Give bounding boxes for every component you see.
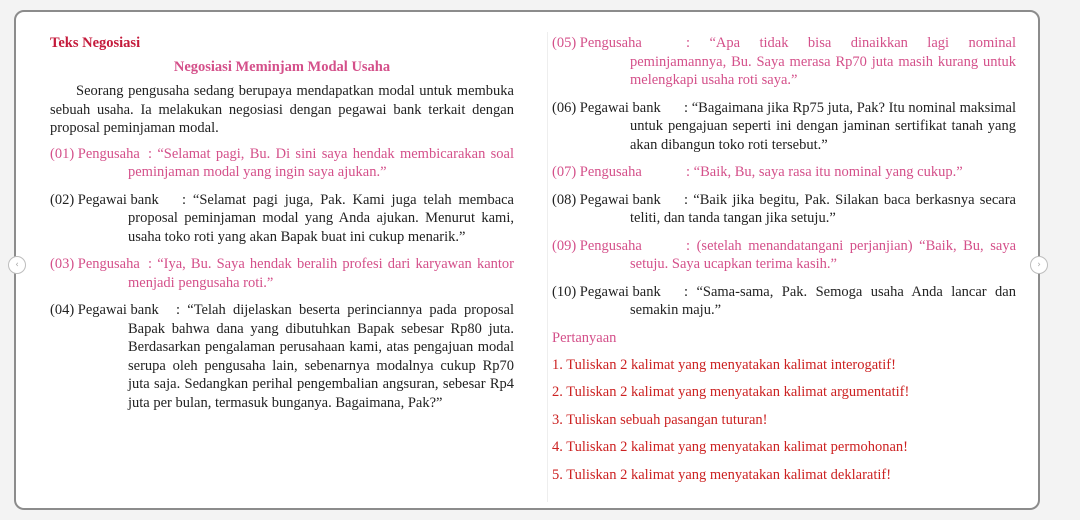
chevron-left-icon: ‹ <box>15 260 19 270</box>
separator: : <box>148 145 153 162</box>
utterance: “Iya, Bu. Saya hendak beralih profesi dari karyawan kantor menjadi pengusaha roti.” <box>128 256 514 291</box>
dialogue-turn-06 <box>552 99 1016 155</box>
dialogue-turn-01 <box>50 145 514 182</box>
speaker-label: (04) Pegawai bank <box>50 302 159 318</box>
separator: : <box>176 302 181 318</box>
separator: : <box>686 164 691 180</box>
speaker-label: (05) Pengusaha <box>552 35 642 51</box>
intro-paragraph: Seorang pengusaha sedang berupaya mendapatkan modal untuk membuka sebuah usaha. Ia melakukan negosiasi dengan pegawai bank terkait dengan proposal peminjaman modal. <box>50 83 514 136</box>
speaker-label: (02) Pegawai bank <box>50 191 159 208</box>
dialogue-turn-04 <box>50 301 514 412</box>
dialogue-turn-09 <box>552 237 1016 274</box>
question-item: 3. Tuliskan sebuah pasangan tuturan! <box>552 411 768 428</box>
question-item: 5. Tuliskan 2 kalimat yang menyatakan kalimat deklaratif! <box>552 466 892 483</box>
separator: : <box>182 191 187 208</box>
question-item: 2. Tuliskan 2 kalimat yang menyatakan kalimat argumentatif! <box>552 384 910 400</box>
document-subtitle: Negosiasi Meminjam Modal Usaha <box>173 59 391 75</box>
dialogue-turn-05 <box>552 34 1016 90</box>
speaker-label: (03) Pengusaha <box>50 256 140 272</box>
page-title: Teks Negosiasi <box>50 35 141 51</box>
dialogue-turn-08 <box>552 191 1016 228</box>
separator: : <box>684 191 689 208</box>
speaker-label: (01) Pengusaha <box>50 145 140 162</box>
dialogue-turn-03 <box>50 255 514 292</box>
speaker-label: (10) Pegawai bank <box>552 283 661 300</box>
question-item: 4. Tuliskan 2 kalimat yang menyatakan kalimat permohonan! <box>552 439 908 455</box>
speaker-label: (09) Pengusaha <box>552 237 642 254</box>
question-item: 1. Tuliskan 2 kalimat yang menyatakan kalimat interogatif! <box>552 356 896 373</box>
dialogue-turn-02 <box>50 191 514 247</box>
dialogue-turn-07 <box>552 163 1016 182</box>
utterance: “Baik, Bu, saya rasa itu nominal yang cukup.” <box>693 164 963 180</box>
utterance: “Selamat pagi juga, Pak. Kami juga telah membaca proposal peminjaman modal yang Anda ajukan. Menurut kami, usaha toko roti yang akan Bapak buat ini cukup menarik.” <box>128 191 514 245</box>
separator: : <box>686 237 691 254</box>
utterance: “Sama-sama, Pak. Semoga usaha Anda lancar dan semakin maju.” <box>630 283 1016 318</box>
separator: : <box>148 256 153 272</box>
utterance: “Bagaimana jika Rp75 juta, Pak? Itu nominal maksimal untuk pengajuan seperti ini dengan jaminan sertifikat tanah yang akan dibangun toko roti tersebut.” <box>630 99 1016 153</box>
column-divider <box>547 32 548 502</box>
utterance: “Telah dijelaskan beserta perinciannya pada proposal Bapak bahwa dana yang dibutuhkan Bapak sebesar Rp80 juta. Berdasarkan pengalaman perusahaan kami, atas pengajuan modal serupa oleh pengusaha lain, sebenarnya modalnya cukup Rp70 juta saja. Sedangkan perihal pengembalian angsuran, sebesar Rp4 juta per bulan, termasuk bunganya. Bagaimana, Pak?” <box>128 302 514 411</box>
right-column <box>552 34 1016 493</box>
utterance: “Selamat pagi, Bu. Di sini saya hendak membicarakan soal peminjaman modal yang ingin saya ajukan.” <box>128 145 514 180</box>
next-page-button[interactable] <box>1030 256 1048 274</box>
utterance: “Baik jika begitu, Pak. Silakan baca berkasnya secara teliti, dan tanda tangan jika setuju.” <box>630 191 1016 226</box>
utterance: (setelah menandatangani perjanjian) “Baik, Bu, saya setuju. Saya ucapkan terima kasih.” <box>630 237 1016 272</box>
separator: : <box>684 99 689 116</box>
speaker-label: (06) Pegawai bank <box>552 99 661 116</box>
speaker-label: (07) Pengusaha <box>552 164 642 180</box>
separator: : <box>686 35 691 51</box>
speaker-label: (08) Pegawai bank <box>552 191 661 208</box>
previous-page-button[interactable] <box>8 256 26 274</box>
left-column <box>50 34 514 421</box>
document-frame <box>14 10 1040 510</box>
questions-heading: Pertanyaan <box>552 329 617 346</box>
dialogue-turn-10 <box>552 283 1016 320</box>
utterance: “Apa tidak bisa dinaikkan lagi nominal peminjamannya, Bu. Saya merasa Rp70 juta masih kurang untuk melengkapi usaha roti saya.” <box>630 35 1017 88</box>
chevron-right-icon: › <box>1037 260 1041 270</box>
separator: : <box>684 283 689 300</box>
